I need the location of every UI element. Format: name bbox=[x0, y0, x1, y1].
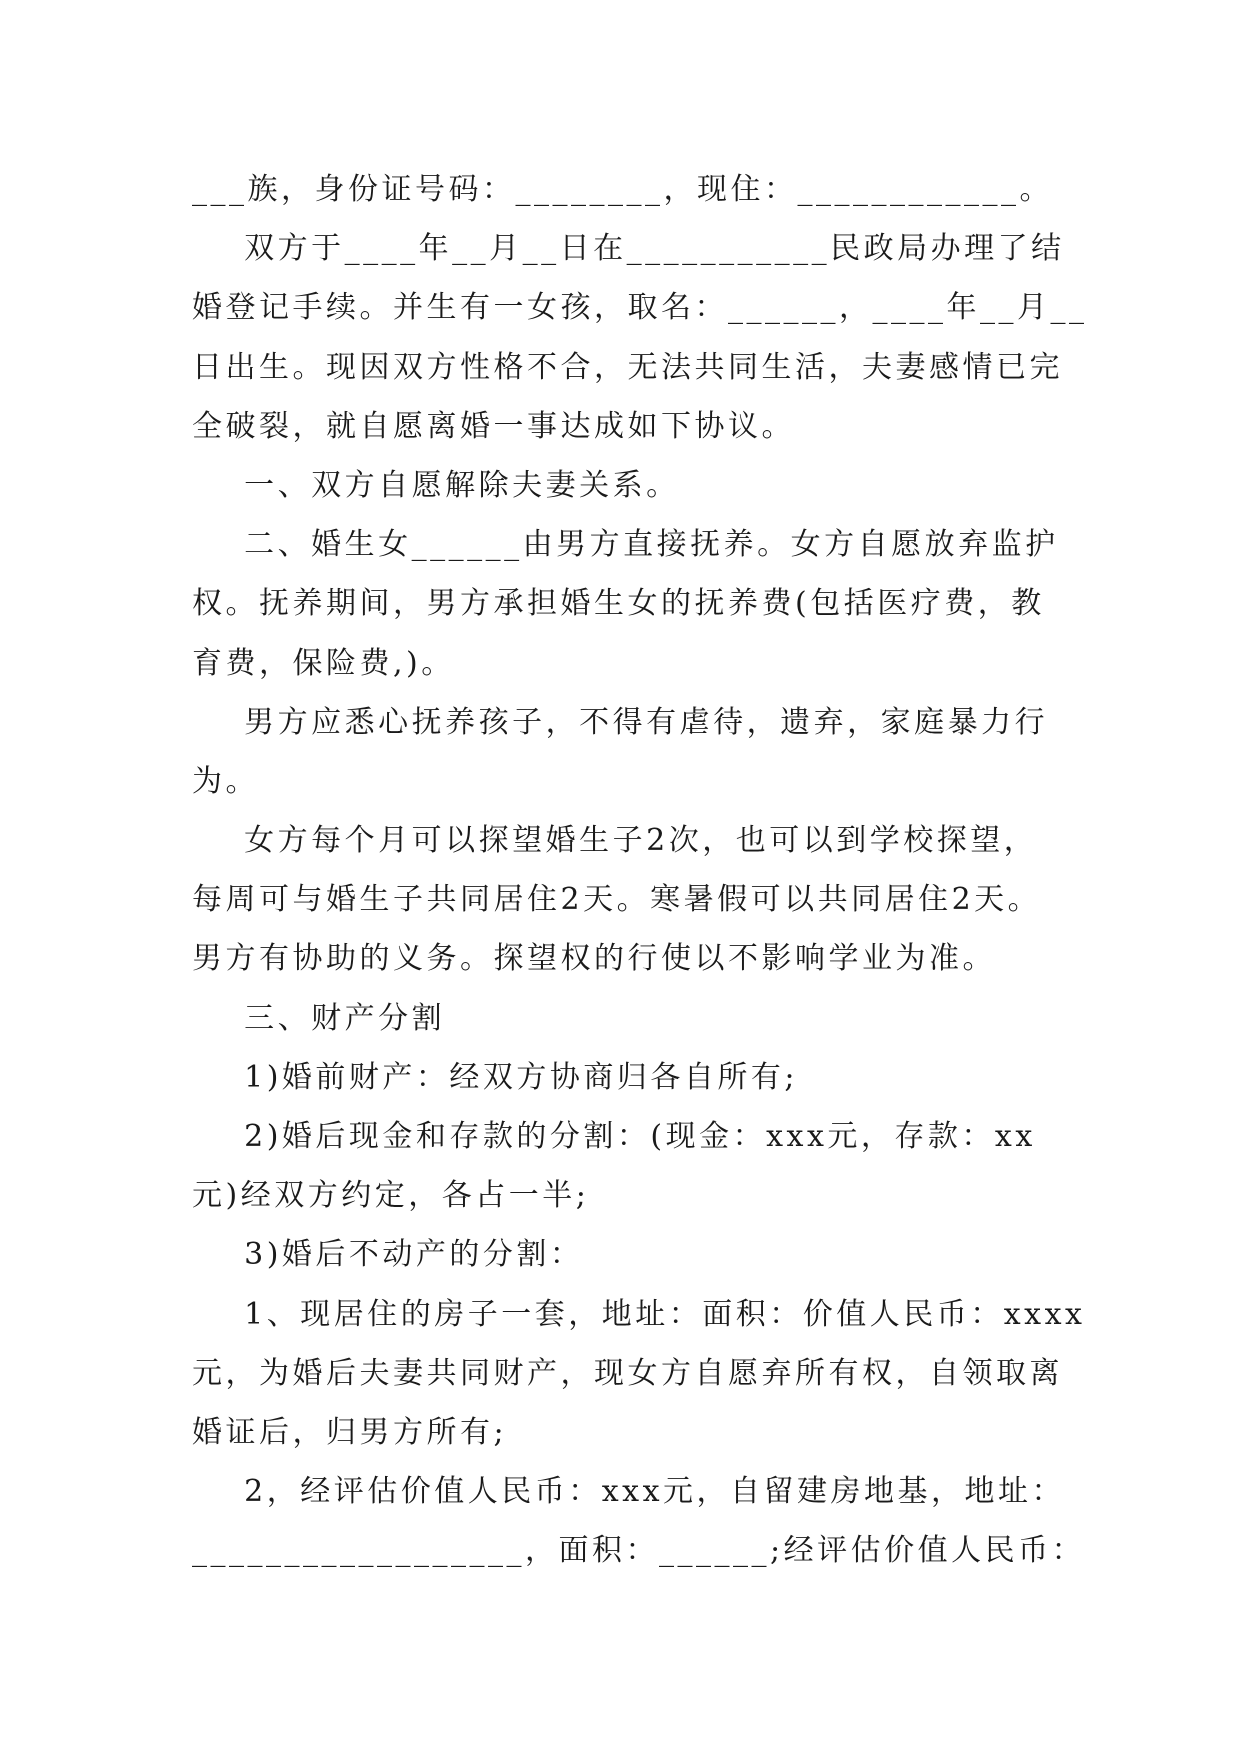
text-line: ___族，身份证号码：________，现住：____________。 bbox=[192, 172, 1053, 207]
text-line: 元，为婚后夫妻共同财产，现女方自愿弃所有权，自领取离 bbox=[192, 1355, 1063, 1391]
text-line: 男方有协助的义务。探望权的行使以不影响学业为准。 bbox=[192, 941, 996, 977]
text-line: 为。 bbox=[192, 763, 259, 799]
agreement-body bbox=[192, 160, 1088, 1581]
text-line: 3)婚后不动产的分割： bbox=[192, 1237, 584, 1273]
text-line: 婚登记手续。并生有一女孩，取名：______，____年__月__ bbox=[192, 290, 1088, 326]
text-line: 育费，保险费,)。 bbox=[192, 645, 455, 681]
text-line: 双方于____年__月__日在___________民政局办理了结 bbox=[192, 231, 1065, 267]
text-line: 二、婚生女______由男方直接抚养。女方自愿放弃监护 bbox=[192, 527, 1059, 563]
text-line: 三、财产分割 bbox=[192, 1000, 446, 1036]
text-line: 1)婚前财产：经双方协商归各自所有; bbox=[192, 1059, 799, 1095]
text-line: 元)经双方约定，各占一半; bbox=[192, 1178, 590, 1214]
text-line: 一、双方自愿解除夫妻关系。 bbox=[192, 467, 680, 503]
text-line: 男方应悉心抚养孩子，不得有虐待，遗弃，家庭暴力行 bbox=[192, 704, 1049, 740]
text-line: 1、现居住的房子一套，地址：面积：价值人民币：xxxx bbox=[192, 1296, 1086, 1332]
text-line: 全破裂，就自愿离婚一事达成如下协议。 bbox=[192, 408, 795, 444]
text-line: 权。抚养期间，男方承担婚生女的抚养费(包括医疗费，教 bbox=[192, 586, 1045, 622]
text-line: 2，经评估价值人民币：xxx元，自留建房地基，地址： bbox=[192, 1474, 1065, 1510]
text-line: 女方每个月可以探望婚生子2次，也可以到学校探望， bbox=[192, 823, 1038, 859]
text-line: 日出生。现因双方性格不合，无法共同生活，夫妻感情已完 bbox=[192, 349, 1063, 385]
text-line: 婚证后，归男方所有; bbox=[192, 1414, 508, 1450]
text-line: 2)婚后现金和存款的分割：(现金：xxx元，存款：xx bbox=[192, 1119, 1036, 1154]
text-line: __________________，面积：______;经评估价值人民币： bbox=[192, 1533, 1086, 1569]
text-line: 每周可与婚生子共同居住2天。寒暑假可以共同居住2天。 bbox=[192, 882, 1042, 918]
